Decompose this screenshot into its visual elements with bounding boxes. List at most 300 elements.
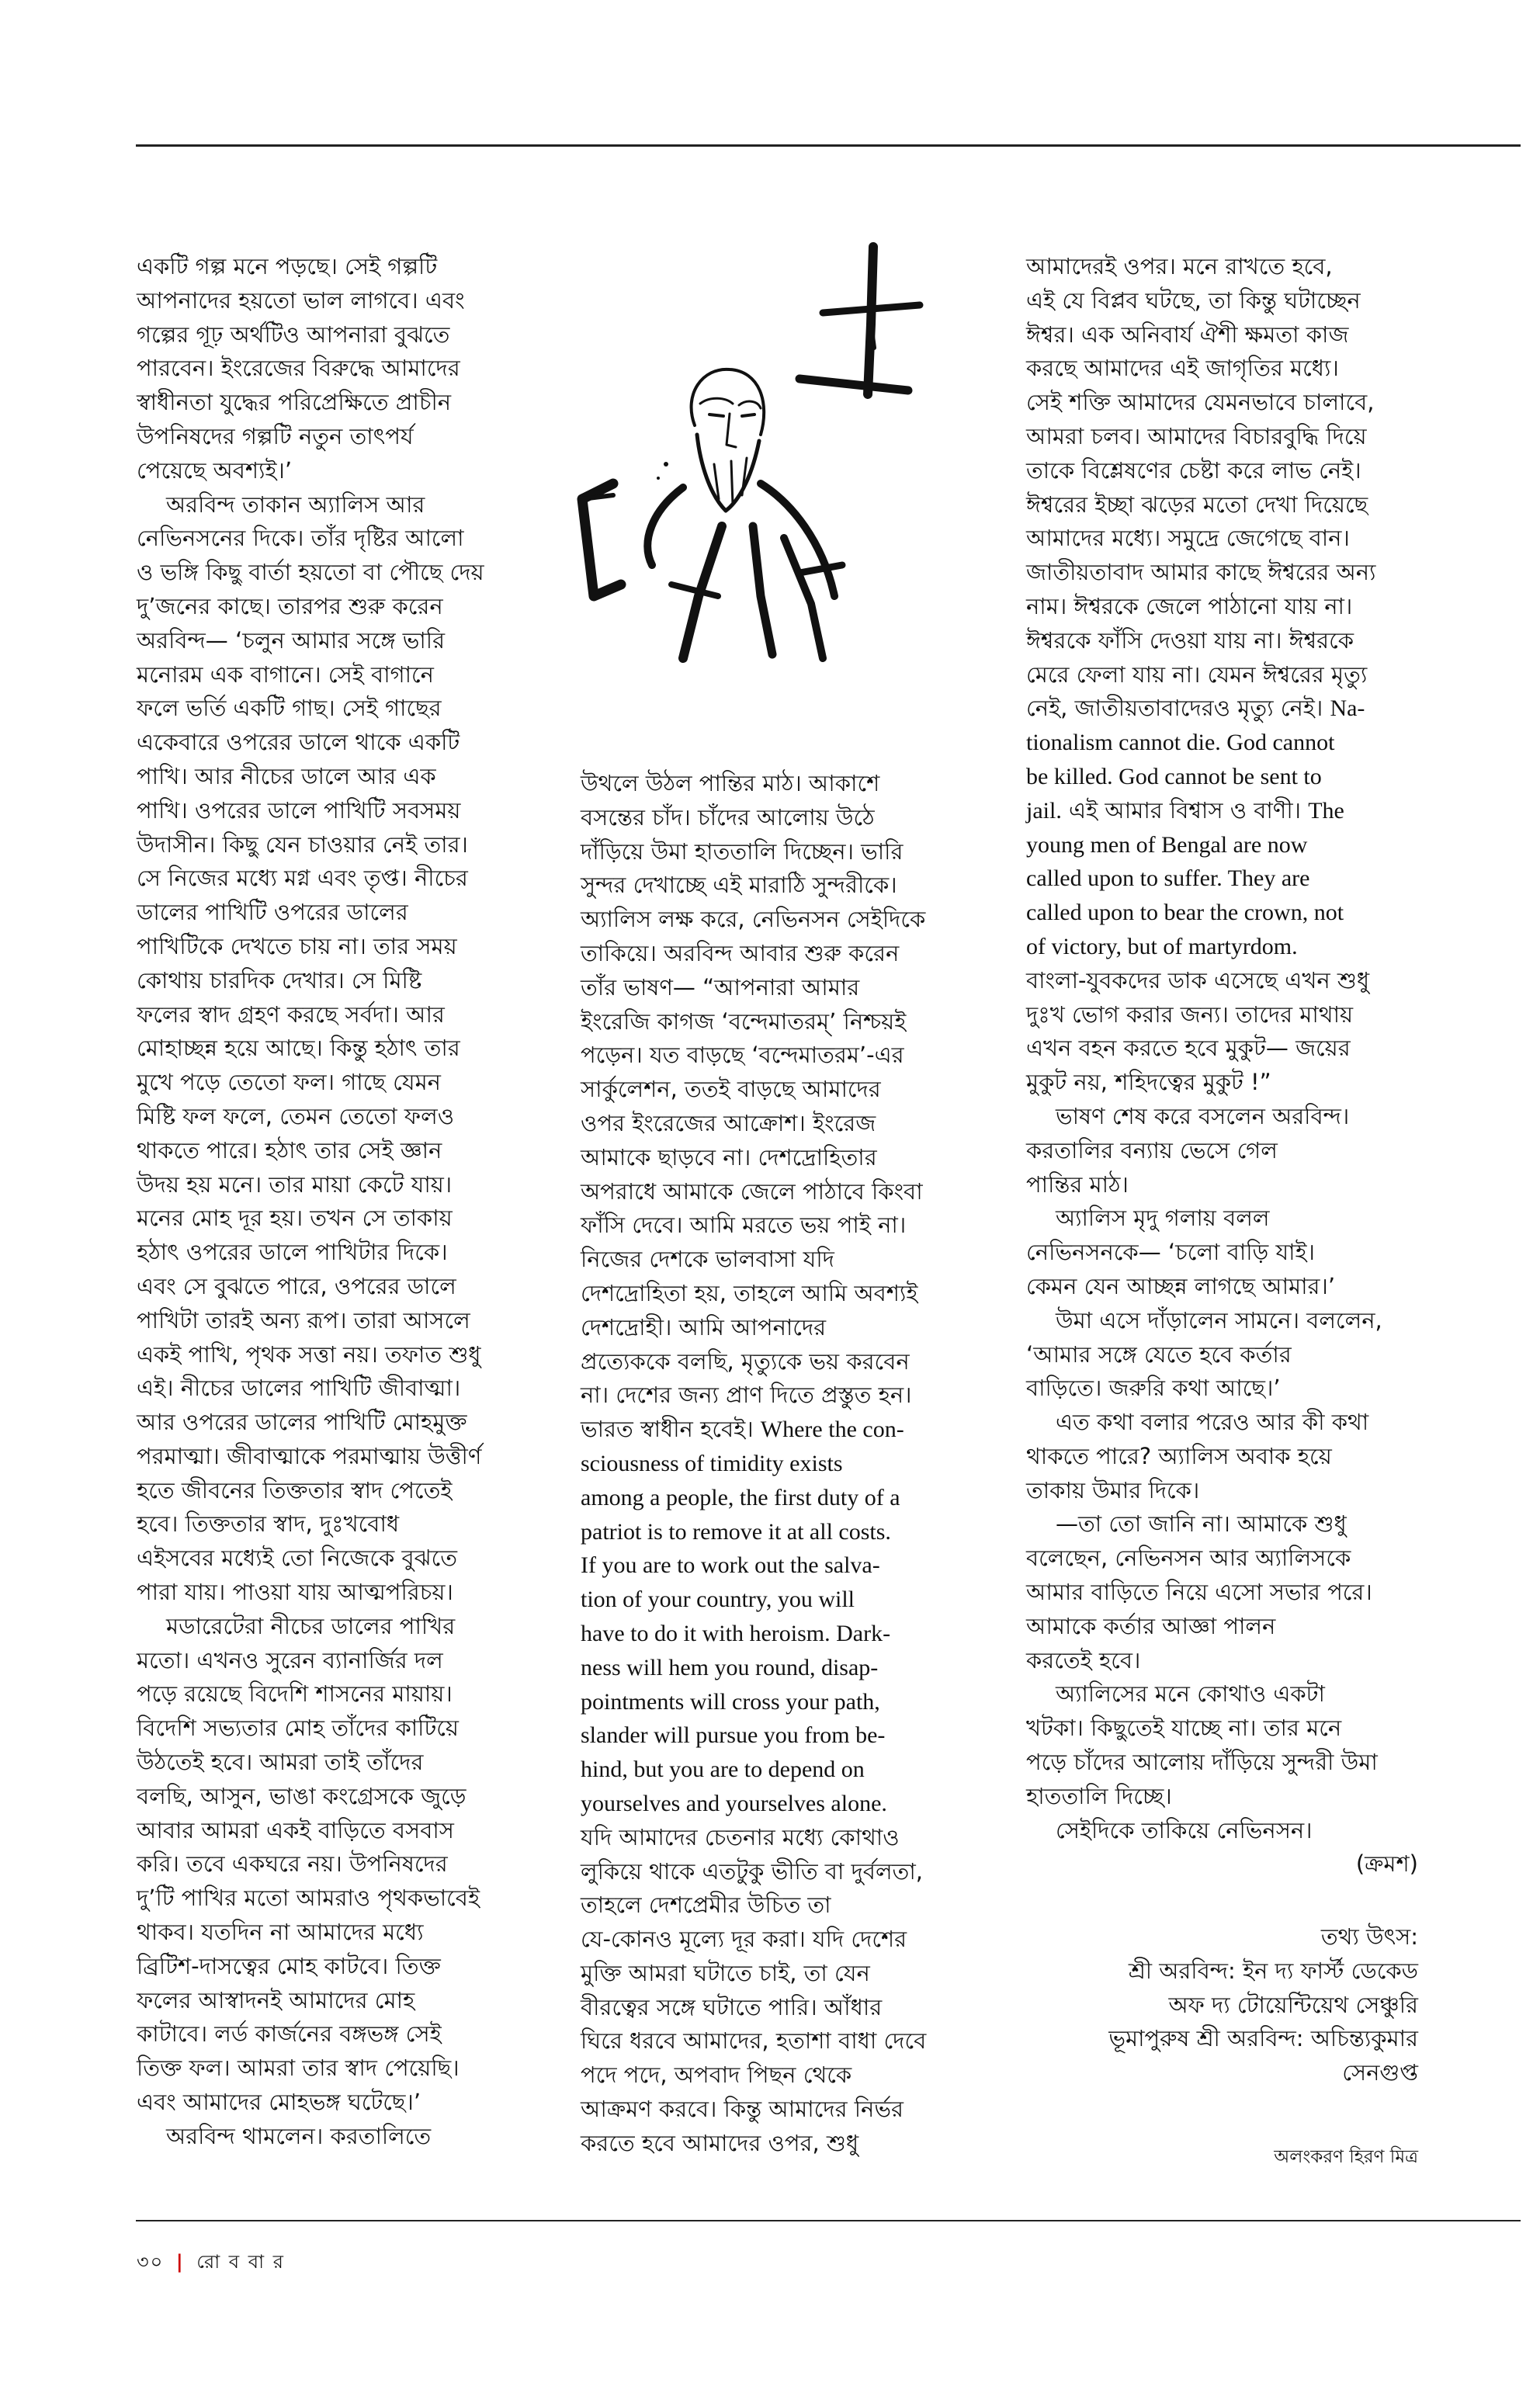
- text-line: [1026, 760, 1418, 794]
- text-line: [137, 1644, 529, 1678]
- bengali-text: খটকা। কিছুতেই যাচ্ছে না। তার মনে: [1026, 1715, 1342, 1742]
- sources-block: [1026, 1920, 1418, 2090]
- text-line: [581, 1821, 973, 1855]
- text-line: [137, 386, 529, 420]
- bengali-text: সুন্দর দেখাচ্ছে এই মারাঠি সুন্দরীকে।: [581, 872, 897, 899]
- text-line: [1026, 1406, 1418, 1440]
- bengali-text: হবে। তিক্ততার স্বাদ, দুঃখবোধ: [137, 1510, 400, 1538]
- english-text: patriot is to remove it at all costs.: [581, 1518, 891, 1545]
- bengali-text: নাম। ঈশ্বরকে জেলে পাঠানো যায় না।: [1026, 592, 1353, 619]
- text-line: [1026, 1610, 1418, 1644]
- bengali-text: আমরা চলব। আমাদের বিচারবুদ্ধি দিয়ে: [1026, 422, 1367, 449]
- text-line: [137, 726, 529, 760]
- magazine-name: রো ব বা র: [196, 2251, 285, 2273]
- text-line: [581, 1447, 973, 1481]
- illustration-credit: অলংকরণ হিরণ মিত্র: [1274, 2147, 1418, 2167]
- bengali-text: উপনিষদের গল্পটি নতুন তাৎপর্য: [137, 422, 414, 449]
- text-line: [137, 624, 529, 658]
- text-line: [1026, 862, 1418, 896]
- bengali-text: বলছি, আসুন, ভাঙা কংগ্রেসকে জুড়ে: [137, 1782, 467, 1809]
- text-line: [581, 1039, 973, 1073]
- english-text: jail.: [1026, 797, 1062, 824]
- bengali-text: সার্কুলেশন, ততই বাড়ছে আমাদের: [581, 1076, 881, 1103]
- text-line: [137, 896, 529, 930]
- text-line: [137, 1032, 529, 1066]
- bengali-text: দেশদ্রোহী। আমি আপনাদের: [581, 1313, 827, 1340]
- bengali-text: করতালির বন্যায় ভেসে গেল: [1026, 1136, 1278, 1164]
- text-line: [137, 2051, 529, 2086]
- text-line: [1026, 1847, 1418, 1881]
- bengali-text: সেই শক্তি আমাদের যেমনভাবে চালাবে,: [1026, 389, 1375, 416]
- text-line: [581, 1787, 973, 1821]
- bengali-text: ঈশ্বর। এক অনিবার্য ঐশী ক্ষমতা কাজ: [1026, 321, 1349, 348]
- bengali-text: বলেছেন, নেভিনসন আর অ্যালিসকে: [1026, 1545, 1351, 1572]
- text-line: [1026, 590, 1418, 624]
- article-column-2: [581, 767, 973, 2161]
- text-line: [581, 1277, 973, 1311]
- text-line: [1026, 1202, 1418, 1236]
- text-line: [137, 1202, 529, 1236]
- bengali-text: করতে হবে আমাদের ওপর, শুধু: [581, 2129, 859, 2156]
- bengali-text: অপরাধে আমাকে জেলে পাঠাবে কিংবা: [581, 1177, 923, 1205]
- bengali-text: ব্রিটিশ-দাসত্বের মোহ কাটবে। তিক্ত: [137, 1952, 441, 1979]
- text-line: [137, 1100, 529, 1134]
- bengali-text: এইসবের মধ্যেই তো নিজেকে বুঝতে: [137, 1545, 458, 1572]
- text-line: [137, 1406, 529, 1440]
- text-line: [1026, 1746, 1418, 1780]
- bengali-text: বাড়িতে। জরুরি কথা আছে।’: [1026, 1375, 1281, 1402]
- text-line: [137, 352, 529, 386]
- text-line: [1026, 726, 1418, 760]
- english-text: tion of your country, you will: [581, 1587, 855, 1613]
- page-number: ৩০: [137, 2251, 165, 2273]
- text-line: [581, 1107, 973, 1141]
- bengali-text: পারা যায়। পাওয়া যায় আত্মপরিচয়।: [137, 1579, 453, 1606]
- bengali-text: এবং আমাদের মোহভঙ্গ ঘটেছে।’: [137, 2089, 421, 2116]
- text-line: [581, 1753, 973, 1787]
- text-line: [137, 828, 529, 862]
- bengali-text: অ্যালিস লক্ষ করে, নেভিনসন সেইদিকে: [581, 906, 926, 933]
- bengali-text: মুক্তি আমরা ঘটাতে চাই, তা যেন: [581, 1959, 870, 1986]
- english-text: The: [1308, 797, 1344, 824]
- text-line: [1026, 1066, 1418, 1100]
- bengali-text: যদি আমাদের চেতনার মধ্যে কোথাও: [581, 1823, 900, 1850]
- text-line: [581, 2127, 973, 2161]
- bengali-text: বসন্তের চাঁদ। চাঁদের আলোয় উঠে: [581, 803, 875, 831]
- bengali-text: পাখিটিকে দেখতে চায় না। তার সময়: [137, 932, 457, 959]
- footer-separator: |: [175, 2251, 185, 2273]
- text-line: [581, 1345, 973, 1379]
- text-line: [137, 1780, 529, 1814]
- text-line: [581, 835, 973, 869]
- bengali-text: গল্পের গূঢ় অর্থটিও আপনারা বুঝতে: [137, 321, 450, 348]
- text-line: [137, 1576, 529, 1610]
- text-line: [581, 1481, 973, 1515]
- text-line: [1026, 1168, 1418, 1202]
- bengali-text: করতেই হবে।: [1026, 1646, 1141, 1673]
- bengali-text: স্বাধীনতা যুদ্ধের পরিপ্রেক্ষিতে প্রাচীন: [137, 389, 452, 416]
- text-line: [581, 1718, 973, 1753]
- text-line: [137, 1950, 529, 1984]
- bengali-text: ফলের স্বাদ গ্রহণ করছে সর্বদা। আর: [137, 1001, 445, 1028]
- text-line: [137, 1440, 529, 1474]
- text-line: [1026, 1644, 1418, 1678]
- english-text: yourselves and yourselves alone.: [581, 1790, 887, 1816]
- bengali-text: ও ভঙ্গি কিছু বার্তা হয়তো বা পৌছে দেয়: [137, 559, 484, 586]
- text-line: [581, 1685, 973, 1719]
- english-text: called upon to suffer. They are: [1026, 865, 1310, 892]
- bengali-text: ভারত স্বাধীন হবেই।: [581, 1416, 761, 1443]
- text-line: [581, 903, 973, 937]
- text-line: [137, 1372, 529, 1406]
- bengali-text: এই আমার বিশ্বাস ও বাণী।: [1061, 796, 1309, 824]
- bengali-text: আমার বাড়িতে নিয়ে এসো সভার পরে।: [1026, 1579, 1372, 1606]
- bengali-text: আর ওপরের ডালের পাখিটি মোহমুক্ত: [137, 1409, 467, 1436]
- text-line: [581, 767, 973, 801]
- bengali-text: তাকে বিশ্লেষণের চেষ্টা করে লাভ নেই।: [1026, 456, 1361, 484]
- bengali-text: পান্তির মাঠ।: [1026, 1170, 1129, 1198]
- bengali-text: করি। তবে একঘরে নয়। উপনিষদের: [137, 1850, 448, 1878]
- text-line: [581, 971, 973, 1005]
- text-line: [1026, 1134, 1418, 1168]
- text-line: [137, 1474, 529, 1508]
- bengali-text: নেভিনসনের দিকে। তাঁর দৃষ্টির আলো: [137, 525, 464, 552]
- bengali-text: জাতীয়তাবাদ আমার কাছে ঈশ্বরের অন্য: [1026, 559, 1376, 586]
- text-line: [1026, 522, 1418, 556]
- english-text: of victory, but of martyrdom.: [1026, 933, 1298, 959]
- text-line: [1026, 1474, 1418, 1508]
- text-line: [137, 1712, 529, 1746]
- text-line: [1026, 1677, 1418, 1712]
- text-line: [581, 2024, 973, 2058]
- english-text: If you are to work out the salva-: [581, 1552, 880, 1579]
- bengali-text: নিজের দেশকে ভালবাসা যদি: [581, 1246, 834, 1273]
- bengali-text: পেয়েছে অবশ্যই।’: [137, 456, 293, 484]
- text-line: [1026, 488, 1418, 522]
- text-line: [137, 1304, 529, 1338]
- bengali-text: উদয় হয় মনে। তার মায়া কেটে যায়।: [137, 1170, 453, 1198]
- bengali-text: —তা তো জানি না। আমাকে শুধু: [1056, 1510, 1347, 1538]
- text-line: [581, 1413, 973, 1447]
- text-line: [137, 488, 529, 522]
- text-line: [581, 937, 973, 971]
- text-line: [581, 1617, 973, 1651]
- text-line: [581, 1549, 973, 1583]
- bengali-text: পড়ে চাঁদের আলোয় দাঁড়িয়ে সুন্দরী উমা: [1026, 1749, 1378, 1776]
- bengali-text: থাকতে পারে? অ্যালিস অবাক হয়ে: [1026, 1442, 1332, 1469]
- bengali-text: ভাষণ শেষ করে বসলেন অরবিন্দ।: [1056, 1102, 1350, 1129]
- bengali-text: ঈশ্বরকে ফাঁসি দেওয়া যায় না। ঈশ্বরকে: [1026, 626, 1354, 654]
- english-text: hind, but you are to depend on: [581, 1757, 865, 1783]
- bengali-text: তাকিয়ে। অরবিন্দ আবার শুরু করেন: [581, 939, 900, 966]
- text-line: [581, 2093, 973, 2127]
- bengali-text: মিষ্টি ফল ফলে, তেমন তেতো ফলও: [137, 1102, 455, 1129]
- text-line: [581, 1141, 973, 1175]
- bengali-text: বাংলা-যুবকদের ডাক এসেছে এখন শুধু: [1026, 966, 1370, 994]
- bengali-text: আমাকে ছাড়বে না। দেশদ্রোহিতার: [581, 1143, 877, 1170]
- text-line: [1026, 1270, 1418, 1304]
- bengali-text: উদাসীন। কিছু যেন চাওয়ার নেই তার।: [137, 831, 468, 858]
- text-line: [137, 794, 529, 828]
- source-line: অফ দ্য টোয়েন্টিয়েথ সেঞ্চুরি: [1168, 1991, 1418, 2018]
- bengali-text: অ্যালিস মৃদু গলায় বলল: [1056, 1205, 1270, 1232]
- bengali-text: একেবারে ওপরের ডালে থাকে একটি: [137, 729, 460, 756]
- bengali-text: লুকিয়ে থাকে এতটুকু ভীতি বা দুর্বলতা,: [581, 1857, 923, 1885]
- bengali-text: (ক্রমশ): [1355, 1850, 1418, 1878]
- text-line: [137, 1916, 529, 1950]
- text-line: [1026, 420, 1418, 454]
- text-line: [581, 1005, 973, 1039]
- bengali-text: ইংরেজি কাগজ ‘বন্দেমাতরম্’ নিশ্চয়ই: [581, 1007, 907, 1035]
- text-line: [137, 1066, 529, 1100]
- bengali-text: যে-কোনও মূল্যে দূর করা। যদি দেশের: [581, 1926, 907, 1953]
- text-line: [581, 2058, 973, 2093]
- english-text: have to do it with heroism. Dark-: [581, 1620, 891, 1646]
- bengali-text: বীরত্বের সঙ্গে ঘটাতে পারি। আঁধার: [581, 1993, 883, 2020]
- text-line: [137, 760, 529, 794]
- article-column-1: [137, 250, 529, 2154]
- text-line: [137, 998, 529, 1032]
- text-line: [137, 420, 529, 454]
- bengali-text: পরমাত্মা। জীবাত্মাকে পরমাত্মায় উত্তীর্ণ: [137, 1442, 482, 1469]
- text-line: [137, 2120, 529, 2154]
- article-column-3: [1026, 250, 1418, 1881]
- text-line: [1026, 794, 1418, 828]
- bengali-text: মনের মোহ দূর হয়। তখন সে তাকায়: [137, 1205, 453, 1232]
- text-line: [137, 692, 529, 726]
- text-line: [581, 1175, 973, 1209]
- bengali-text: আক্রমণ করবে। কিন্তু আমাদের নির্ভর: [581, 2096, 904, 2123]
- bengali-text: নেভিনসনকে— ‘চলো বাড়ি যাই।: [1026, 1239, 1316, 1266]
- english-text: among a people, the first duty of a: [581, 1484, 900, 1510]
- english-text: pointments will cross your path,: [581, 1688, 880, 1715]
- text-line: [137, 658, 529, 692]
- bengali-text: উঠতেই হবে। আমরা তাই তাঁদের: [137, 1749, 424, 1776]
- text-line: [581, 1379, 973, 1413]
- bengali-text: বিদেশি সভ্যতার মোহ তাঁদের কাটিয়ে: [137, 1715, 460, 1742]
- bengali-text: থাকতে পারে। হঠাৎ তার সেই জ্ঞান: [137, 1136, 442, 1164]
- text-line: [581, 1651, 973, 1685]
- text-line: [1026, 1032, 1418, 1066]
- text-line: [1026, 964, 1418, 998]
- text-line: [137, 250, 529, 284]
- source-line: ভূমাপুরুষ শ্রী অরবিন্দ: অচিন্ত্যকুমার: [1108, 2025, 1418, 2052]
- text-line: [1026, 318, 1418, 352]
- text-line: [137, 590, 529, 624]
- english-text: young men of Bengal are now: [1026, 831, 1308, 858]
- text-line: [137, 1168, 529, 1202]
- text-line: [1026, 1712, 1418, 1746]
- text-line: [1026, 1542, 1418, 1576]
- source-line: তথ্য উৎস:: [1320, 1923, 1418, 1950]
- bengali-text: থাকব। যতদিন না আমাদের মধ্যে: [137, 1919, 424, 1946]
- text-line: [1026, 454, 1418, 488]
- text-line: [137, 2086, 529, 2120]
- text-line: [1026, 1814, 1418, 1848]
- bengali-text: আবার আমরা একই বাড়িতে বসবাস: [137, 1816, 454, 1843]
- bengali-text: ওপর ইংরেজের আক্রোশ। ইংরেজ: [581, 1109, 876, 1136]
- text-line: [1026, 692, 1418, 726]
- text-line: [137, 522, 529, 556]
- text-line: [1026, 1780, 1418, 1814]
- text-line: [1026, 624, 1418, 658]
- english-text: called upon to bear the crown, not: [1026, 900, 1344, 926]
- source-line: শ্রী অরবিন্দ: ইন দ্য ফার্স্ট ডেকেড: [1128, 1957, 1418, 1984]
- text-line: [581, 1243, 973, 1277]
- text-line: [581, 1073, 973, 1107]
- bengali-text: পড়েন। যত বাড়ছে ‘বন্দেমাতরম’-এর: [581, 1042, 904, 1069]
- text-line: [137, 1236, 529, 1270]
- bengali-text: আপনাদের হয়তো ভাল লাগবে। এবং: [137, 286, 465, 314]
- bengali-text: ঘিরে ধরবে আমাদের, হতাশা বাধা দেবে: [581, 2027, 927, 2055]
- page-footer: [137, 2248, 285, 2279]
- bengali-text: ফলের আস্বাদনই আমাদের মোহ: [137, 1986, 415, 2013]
- text-line: [137, 454, 529, 488]
- bengali-text: দেশদ্রোহিতা হয়, তাহলে আমি অবশ্যই: [581, 1279, 918, 1306]
- text-line: [1026, 1338, 1418, 1372]
- text-line: [1026, 896, 1418, 930]
- bengali-text: অরবিন্দ তাকান অ্যালিস আর: [166, 491, 425, 518]
- text-line: [137, 318, 529, 352]
- bengali-text: দু’টি পাখির মতো আমরাও পৃথকভাবেই: [137, 1885, 480, 1912]
- bengali-text: করছে আমাদের এই জাগৃতির মধ্যে।: [1026, 355, 1339, 382]
- text-line: [1026, 1576, 1418, 1610]
- text-line: [137, 1984, 529, 2018]
- text-line: [581, 801, 973, 835]
- bengali-text: কোথায় চারদিক দেখার। সে মিষ্টি: [137, 966, 422, 994]
- text-line: [137, 1507, 529, 1542]
- text-line: [581, 1957, 973, 1991]
- text-line: [581, 1888, 973, 1923]
- english-text: ness will hem you round, disap-: [581, 1654, 879, 1680]
- text-line: [137, 1814, 529, 1848]
- text-line: [137, 1746, 529, 1780]
- bengali-text: দু’জনের কাছে। তারপর শুরু করেন: [137, 592, 443, 619]
- text-line: [137, 862, 529, 896]
- bengali-text: তাহলে দেশপ্রেমীর উচিত তা: [581, 1892, 831, 1919]
- bengali-text: মুকুট নয়, শহিদত্বের মুকুট !”: [1026, 1069, 1271, 1096]
- bengali-text: অরবিন্দ থামলেন। করতালিতে: [166, 2122, 432, 2149]
- text-line: [137, 2017, 529, 2051]
- bengali-text: দুঃখ ভোগ করার জন্য। তাদের মাথায়: [1026, 1001, 1354, 1028]
- bengali-text: ফাঁসি দেবে। আমি মরতে ভয় পাই না।: [581, 1212, 907, 1239]
- text-line: [1026, 386, 1418, 420]
- bengali-text: ডালের পাখিটি ওপরের ডালের: [137, 899, 408, 926]
- bengali-text: একই পাখি, পৃথক সত্তা নয়। তফাত শুধু: [137, 1340, 481, 1368]
- text-line: [1026, 828, 1418, 862]
- bengali-text: ফলে ভর্তি একটি গাছ। সেই গাছের: [137, 695, 442, 722]
- text-line: [1026, 284, 1418, 318]
- bengali-text: পাখিটা তারই অন্য রূপ। তারা আসলে: [137, 1306, 470, 1333]
- bengali-text: প্রত্যেককে বলছি, মৃত্যুকে ভয় করবেন: [581, 1347, 910, 1375]
- bengali-text: তাকায় উমার দিকে।: [1026, 1476, 1200, 1503]
- portrait-illustration: [567, 231, 924, 681]
- text-line: [1026, 1304, 1418, 1338]
- text-line: [1026, 1440, 1418, 1474]
- bengali-text: এখন বহন করতে হবে মুকুট— জয়ের: [1026, 1035, 1351, 1062]
- text-line: [137, 1610, 529, 1644]
- bengali-text: মুখে পড়ে তেতো ফল। গাছে যেমন: [137, 1069, 441, 1096]
- text-line: [1026, 1100, 1418, 1134]
- bengali-text: একটি গল্প মনে পড়ছে। সেই গল্পটি: [137, 253, 438, 279]
- bengali-text: দাঁড়িয়ে উমা হাততালি দিচ্ছেন। ভারি: [581, 838, 904, 865]
- bengali-text: সে নিজের মধ্যে মগ্ন এবং তৃপ্ত। নীচের: [137, 865, 468, 892]
- text-line: [581, 1209, 973, 1243]
- text-line: [137, 1881, 529, 1916]
- bengali-text: মোহাচ্ছন্ন হয়ে আছে। কিন্তু হঠাৎ তার: [137, 1035, 460, 1062]
- bengali-text: অরবিন্দ— ‘চলুন আমার সঙ্গে ভারি: [137, 626, 446, 654]
- bengali-text: উমা এসে দাঁড়ালেন সামনে। বললেন,: [1056, 1306, 1382, 1333]
- bengali-text: এবং সে বুঝতে পারে, ওপরের ডালে: [137, 1272, 456, 1299]
- text-line: [1026, 998, 1418, 1032]
- bengali-text: এই। নীচের ডালের পাখিটি জীবাত্মা।: [137, 1375, 461, 1402]
- bengali-text: তাঁর ভাষণ— “আপনারা আমার: [581, 973, 860, 1001]
- bengali-text: মডারেটেরা নীচের ডালের পাখির: [166, 1612, 456, 1639]
- text-line: [137, 930, 529, 964]
- english-text: tionalism cannot die. God cannot: [1026, 730, 1335, 756]
- bengali-text: হঠাৎ ওপরের ডালে পাখিটার দিকে।: [137, 1239, 448, 1266]
- bengali-text: তিক্ত ফল। আমরা তার স্বাদ পেয়েছি।: [137, 2055, 460, 2082]
- bengali-text: মতো। এখনও সুরেন ব্যানার্জির দল: [137, 1646, 443, 1673]
- english-text: be killed. God cannot be sent to: [1026, 763, 1322, 789]
- text-line: [137, 1677, 529, 1712]
- text-line: [581, 1311, 973, 1345]
- text-line: [1026, 1372, 1418, 1406]
- bengali-text: আমাকে কর্তার আজ্ঞা পালন: [1026, 1612, 1276, 1639]
- text-line: [1026, 352, 1418, 386]
- text-line: [137, 1338, 529, 1372]
- text-line: [1026, 250, 1418, 284]
- text-line: [581, 869, 973, 903]
- text-line: [137, 964, 529, 998]
- bengali-text: কেমন যেন আচ্ছন্ন লাগছে আমার।’: [1026, 1272, 1336, 1299]
- text-line: [581, 1515, 973, 1549]
- bengali-text: ঈশ্বরের ইচ্ছা ঝড়ের মতো দেখা দিয়েছে: [1026, 491, 1368, 518]
- text-line: [1026, 658, 1418, 692]
- bengali-text: এত কথা বলার পরেও আর কী কথা: [1056, 1409, 1369, 1436]
- english-text: sciousness of timidity exists: [581, 1450, 843, 1476]
- text-line: [137, 1542, 529, 1576]
- text-line: [581, 1991, 973, 2025]
- text-line: [137, 1270, 529, 1304]
- text-line: [581, 1855, 973, 1889]
- text-line: [137, 556, 529, 590]
- bengali-text: পাখি। আর নীচের ডালে আর এক: [137, 762, 436, 789]
- bengali-text: মনোরম এক বাগানে। সেই বাগানে: [137, 661, 434, 688]
- bengali-text: আমাদেরই ওপর। মনে রাখতে হবে,: [1026, 253, 1333, 279]
- text-line: [137, 1134, 529, 1168]
- bengali-text: হাততালি দিচ্ছে।: [1026, 1782, 1172, 1809]
- text-line: [1026, 930, 1418, 964]
- bengali-text: পদে পদে, অপবাদ পিছন থেকে: [581, 2062, 852, 2089]
- bengali-text: পারবেন। ইংরেজের বিরুদ্ধে আমাদের: [137, 355, 460, 382]
- text-line: [581, 1583, 973, 1617]
- bengali-text: কাটাবে। লর্ড কার্জনের বঙ্গভঙ্গ সেই: [137, 2020, 442, 2048]
- bengali-text: পাখি। ওপরের ডালে পাখিটি সবসময়: [137, 796, 461, 824]
- bottom-rule: [136, 2220, 1521, 2221]
- english-text: Where the con-: [760, 1417, 904, 1443]
- top-rule: [136, 144, 1521, 147]
- bengali-text: পড়ে রয়েছে বিদেশি শাসনের মায়ায়।: [137, 1680, 453, 1708]
- text-line: [1026, 1236, 1418, 1270]
- text-line: [581, 1923, 973, 1957]
- english-text: slander will pursue you from be-: [581, 1722, 886, 1749]
- text-line: [137, 284, 529, 318]
- bengali-text: ‘আমার সঙ্গে যেতে হবে কর্তার: [1026, 1340, 1292, 1368]
- bengali-text: এই যে বিপ্লব ঘটছে, তা কিন্তু ঘটাচ্ছেন: [1026, 286, 1361, 314]
- text-line: [1026, 1507, 1418, 1542]
- text-line: [137, 1847, 529, 1881]
